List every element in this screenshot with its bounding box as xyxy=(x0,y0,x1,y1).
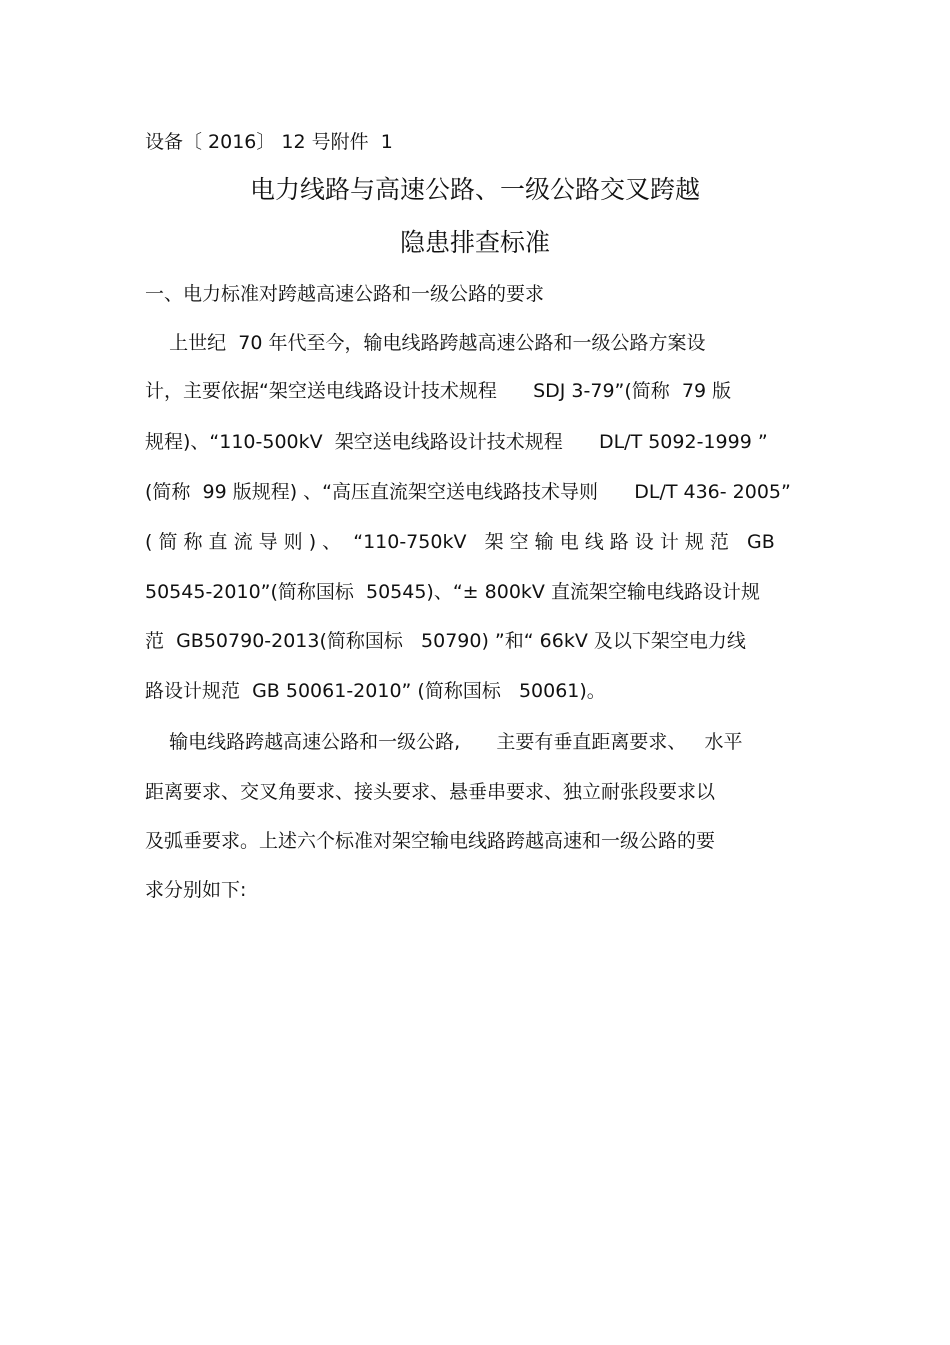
section-heading: 一、电力标准对跨越高速公路和一级公路的要求 xyxy=(145,283,545,305)
paragraph-line: (简称 99 版规程) 、“高压直流架空送电线路技术导则 DL/T 436- 2005” xyxy=(145,481,791,503)
paragraph-line: 计，主要依据“架空送电线路设计技术规程 SDJ 3-79”(简称 79 版 xyxy=(145,380,732,402)
paragraph-line: 上世纪 70 年代至今，输电线路跨越高速公路和一级公路方案设 xyxy=(145,332,706,354)
paragraph-line: ( 简 称 直 流 导 则 ) 、 “110-750kV 架 空 输 电 线 路 设 计 规 范 GB xyxy=(145,531,775,553)
paragraph-line: 50545-2010”(简称国标 50545)、“± 800kV 直流架空输电线路设计规 xyxy=(145,581,760,603)
paragraph-line: 范 GB50790-2013(简称国标 50790) ”和“ 66kV 及以下架空电力线 xyxy=(145,630,746,652)
paragraph-line: 规程)、“110-500kV 架空送电线路设计技术规程 DL/T 5092-1999 ” xyxy=(145,431,768,453)
paragraph-line: 距离要求、交叉角要求、接头要求、悬垂串要求、独立耐张段要求以 xyxy=(145,781,716,803)
document-reference: 设备〔 2016〕 12 号附件 1 xyxy=(145,131,393,153)
paragraph-line: 求分别如下: xyxy=(145,879,247,901)
paragraph-line: 输电线路跨越高速公路和一级公路, 主要有垂直距离要求、 水平 xyxy=(145,731,743,753)
document-title-line-2: 隐患排查标准 xyxy=(399,228,550,257)
paragraph-line: 及弧垂要求。上述六个标准对架空输电线路跨越高速和一级公路的要 xyxy=(145,830,716,852)
paragraph-line: 路设计规范 GB 50061-2010” (简称国标 50061)。 xyxy=(145,680,606,702)
document-title-line-1: 电力线路与高速公路、一级公路交叉跨越 xyxy=(249,175,700,204)
